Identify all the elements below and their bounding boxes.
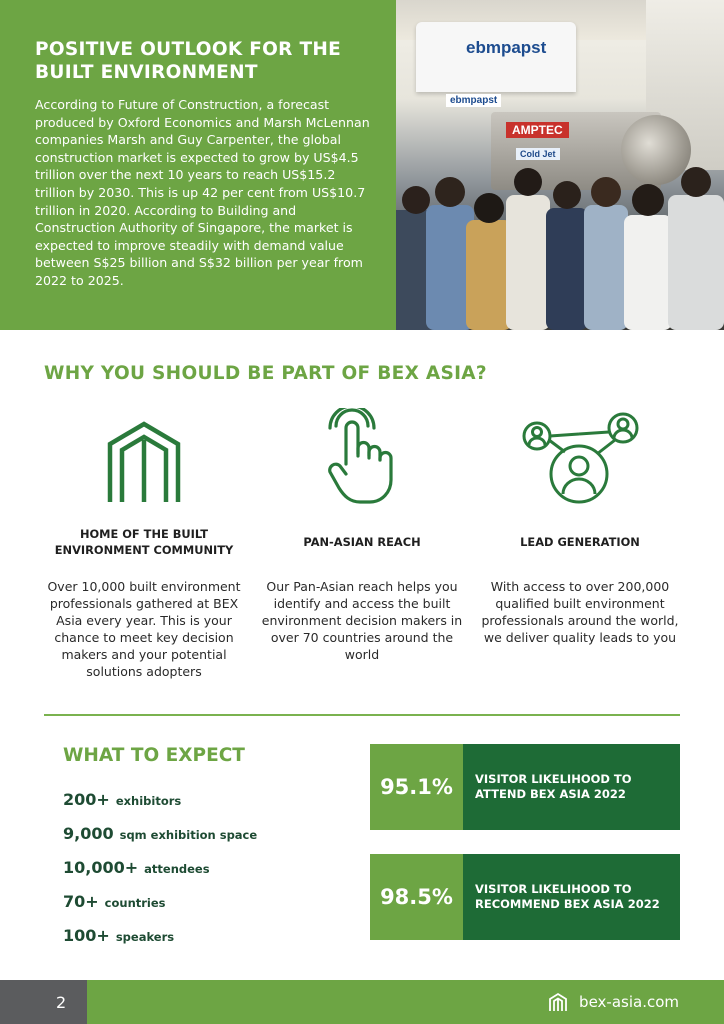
- network-people-icon: [475, 408, 685, 508]
- hero-section: [0, 0, 724, 330]
- stat-exhibition-space: [63, 824, 257, 843]
- stat-attendees: [63, 858, 210, 877]
- section-divider: [44, 714, 680, 716]
- machine-sign: AMPTEC: [506, 122, 569, 138]
- why-text-leads: With access to over 200,000 qualified built environment professionals around the world, we deliver quality leads to you: [481, 579, 679, 645]
- page-footer: [0, 980, 724, 1024]
- stat-number: 100+: [63, 926, 110, 945]
- why-text-community: Over 10,000 built environment professionals gathered at BEX Asia every year. This is your chance to meet key decision makers and your potential solutions adopters: [47, 579, 241, 679]
- kpi-label: VISITOR LIKELIHOOD TO ATTEND BEX ASIA 2022: [463, 744, 680, 830]
- kpi-value: 98.5%: [370, 854, 463, 940]
- why-text-reach: Our Pan-Asian reach helps you identify and access the built environment decision makers in over 70 countries around the world: [261, 579, 463, 662]
- stat-label: sqm exhibition space: [119, 828, 258, 842]
- stat-exhibitors: [63, 790, 181, 809]
- hero-title: POSITIVE OUTLOOK FOR THE BUILT ENVIRONMENT: [35, 39, 342, 83]
- why-column-community: [39, 408, 249, 680]
- booth-brand-sign-small: ebmpapst: [446, 94, 501, 107]
- footer-bar: [87, 980, 724, 1024]
- pointing-hand-icon: [257, 408, 467, 508]
- stat-number: 9,000: [63, 824, 114, 843]
- stat-number: 200+: [63, 790, 110, 809]
- stat-number: 10,000+: [63, 858, 139, 877]
- hero-body: According to Future of Construction, a forecast produced by Oxford Economics and Marsh McLennan companies Marsh and Guy Carpenter, the global construction market is expected to grow by US$4.5 trillion over the next 10 years to reach US$15.2 trillion by 2030. This is up 42 per cent from US$10.7 trillion in 2020. According to Building and Construction Authority of Singapore, the market is expected to improve steadily with demand value between S$25 billion and S$32 billion per year from 2022 to 2025.: [35, 97, 370, 288]
- stat-label: exhibitors: [115, 794, 182, 808]
- hero-text-panel: [0, 0, 396, 330]
- website-link[interactable]: bex-asia.com: [579, 993, 679, 1011]
- stat-countries: [63, 892, 166, 911]
- why-heading-leads: LEAD GENERATION: [520, 535, 640, 549]
- expect-section-title: WHAT TO EXPECT: [63, 745, 245, 766]
- bex-logo-icon: [547, 992, 569, 1012]
- kpi-attend: [370, 744, 680, 830]
- visitor-crowd: [396, 150, 724, 330]
- page-number: 2: [0, 980, 87, 1024]
- why-section-title: WHY YOU SHOULD BE PART OF BEX ASIA?: [44, 363, 487, 384]
- why-heading-community: HOME OF THE BUILT ENVIRONMENT COMMUNITY: [54, 527, 234, 557]
- stat-number: 70+: [63, 892, 99, 911]
- kpi-recommend: [370, 854, 680, 940]
- why-heading-reach: PAN-ASIAN REACH: [303, 535, 421, 549]
- stat-label: countries: [104, 896, 166, 910]
- exhibition-photo: [396, 0, 724, 330]
- stat-label: attendees: [144, 862, 210, 876]
- kpi-value: 95.1%: [370, 744, 463, 830]
- house-outline-icon: [39, 408, 249, 508]
- why-column-reach: [257, 408, 467, 663]
- why-column-leads: [475, 408, 685, 646]
- stat-label: speakers: [115, 930, 175, 944]
- machine-sub-sign: Cold Jet: [516, 148, 560, 160]
- stat-speakers: [63, 926, 174, 945]
- kpi-label: VISITOR LIKELIHOOD TO RECOMMEND BEX ASIA 2022: [463, 854, 680, 940]
- booth-brand-sign: ebmpapst: [466, 38, 547, 57]
